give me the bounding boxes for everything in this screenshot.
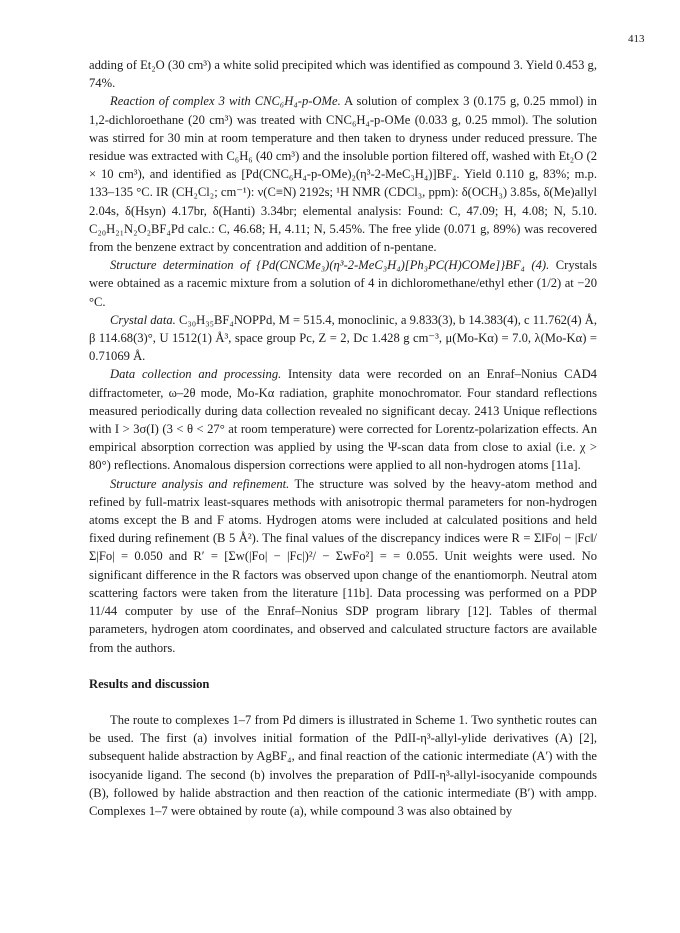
analysis-paragraph: [89, 475, 597, 657]
section-heading: Results and discussion: [89, 676, 210, 691]
spacer: [89, 657, 597, 675]
analysis-heading: Structure analysis and refinement.: [110, 476, 290, 491]
structure-heading: Structure determination of {Pd(CNCMe₃)(η³-2-MeC₃H₄)[Ph₃PC(H)COMe]}BF₄ (4).: [110, 258, 550, 273]
spacer: [89, 693, 597, 711]
reaction-body: A solution of complex 3 (0.175 g, 0.25 mmol) in 1,2-dichloroethane (20 cm³) was treated with CNC₆H₄-p-OMe (0.033 g, 0.25 mmol). The solution was stirred for 30 min at room temperature and then taken to dryness under reduced pressure. The residue was extracted with C₆H₆ (40 cm³) and the insoluble portion filtered off, washed with Et₂O (2 × 10 cm³), and identified as [Pd(CNC₆H₄-p-OMe)₂(η³-2-MeC₃H₄)]BF₄. Yield 0.110 g, 83%; m.p. 133–135 °C. IR (CH₂Cl₂; cm⁻¹): ν(C≡N) 2192s; ¹H NMR (CDCl₃, ppm): δ(OCH₃) 3.85s, δ(Me)allyl 2.04s, δ(Hsyn) 4.17br, δ(Hanti) 3.34br; elemental analysis: Found: C, 47.09; H, 4.08; N, 5.10. C₂₀H₂₁N₂O₂BF₄Pd calc.: C, 46.68; H, 4.11; N, 5.45%. The free ylide (0.071 g, 89%) was recovered from the benzene extract by concentration and addition of n-pentane.: [89, 94, 597, 255]
data-collection-paragraph: [89, 365, 597, 474]
analysis-body: The structure was solved by the heavy-atom method and refined by full-matrix least-squares methods with anisotropic thermal parameters for non-hydrogen atoms except the B and F atoms. Hydrogen atoms were included at calculated positions and held fixed during refinement (B 5 Å²). The final values of the discrepancy indices were R = Σ‖Fo| − |Fc‖/Σ|Fo| = 0.050 and R′ = [Σw(|Fo| − |Fc|)²/ − ΣwFo²] = = 0.055. Unit weights were used. No significant difference in the R factors was observed upon change of the enantiomorph. Neutral atom scattering factors were taken from the literature [11b]. Data processing was performed on a PDP 11/44 computer by use of the Enraf–Nonius SDP program library [12]. Tables of thermal parameters, hydrogen atom coordinates, and observed and calculated structure factors are available from the authors.: [89, 476, 597, 655]
structure-body: Crystals were obtained as a racemic mixture from a solution of 4 in dichloromethane/ethyl ether (1/2) at −20 °C.: [89, 258, 597, 309]
crystal-heading: Crystal data.: [110, 312, 176, 327]
reaction-heading: Reaction of complex 3 with CNC₆H₄-p-OMe.: [110, 94, 341, 109]
data-collection-heading: Data collection and processing.: [110, 367, 282, 382]
reaction-paragraph: [89, 92, 597, 256]
crystal-paragraph: [89, 311, 597, 366]
lead-paragraph: adding of Et₂O (30 cm³) a white solid precipited which was identified as compound 3. Yield 0.453 g, 74%.: [89, 58, 597, 91]
text-column: [89, 56, 597, 820]
results-paragraph: The route to complexes 1–7 from Pd dimers is illustrated in Scheme 1. Two synthetic routes can be used. The first (a) involves initial formation of the PdII-η³-allyl-ylide derivatives (A) [2], subsequent halide abstraction by AgBF₄, and final reaction of the cationic intermediate (A′) with the isocyanide ligand. The second (b) involves the preparation of PdII-η³-allyl-isocyanide compounds (B), followed by halide abstraction and then reaction of the cationic intermediate (B′) with ampp. Complexes 1–7 were obtained by route (a), while compound 3 was also obtained by: [89, 712, 597, 818]
structure-paragraph: [89, 256, 597, 311]
page-number: 413: [628, 33, 645, 45]
data-collection-body: Intensity data were recorded on an Enraf–Nonius CAD4 diffractometer, ω–2θ mode, Mo-Kα radiation, graphite monochromator. Four standard reflections measured periodically during data collection revealed no significant decay. 2413 Unique reflections with I > 3σ(I) (3 < θ < 27° at room temperature) were corrected for Lorentz-polarization effects. An empirical absorption correction was applied by using the Ψ-scan data from close to axial (i.e. χ > 80°) reflections. Anomalous dispersion corrections were applied to all non-hydrogen atoms [11a].: [89, 367, 597, 473]
crystal-body: C₃₀H₃₅BF₄NOPPd, M = 515.4, monoclinic, a 9.833(3), b 14.383(4), c 11.762(4) Å, β 114.68(3)°, U 1512(1) Å³, space group Pc, Z = 2, Dc 1.428 g cm⁻³, μ(Mo-Kα) = 7.0, λ(Mo-Kα) = 0.71069 Å.: [89, 312, 597, 364]
